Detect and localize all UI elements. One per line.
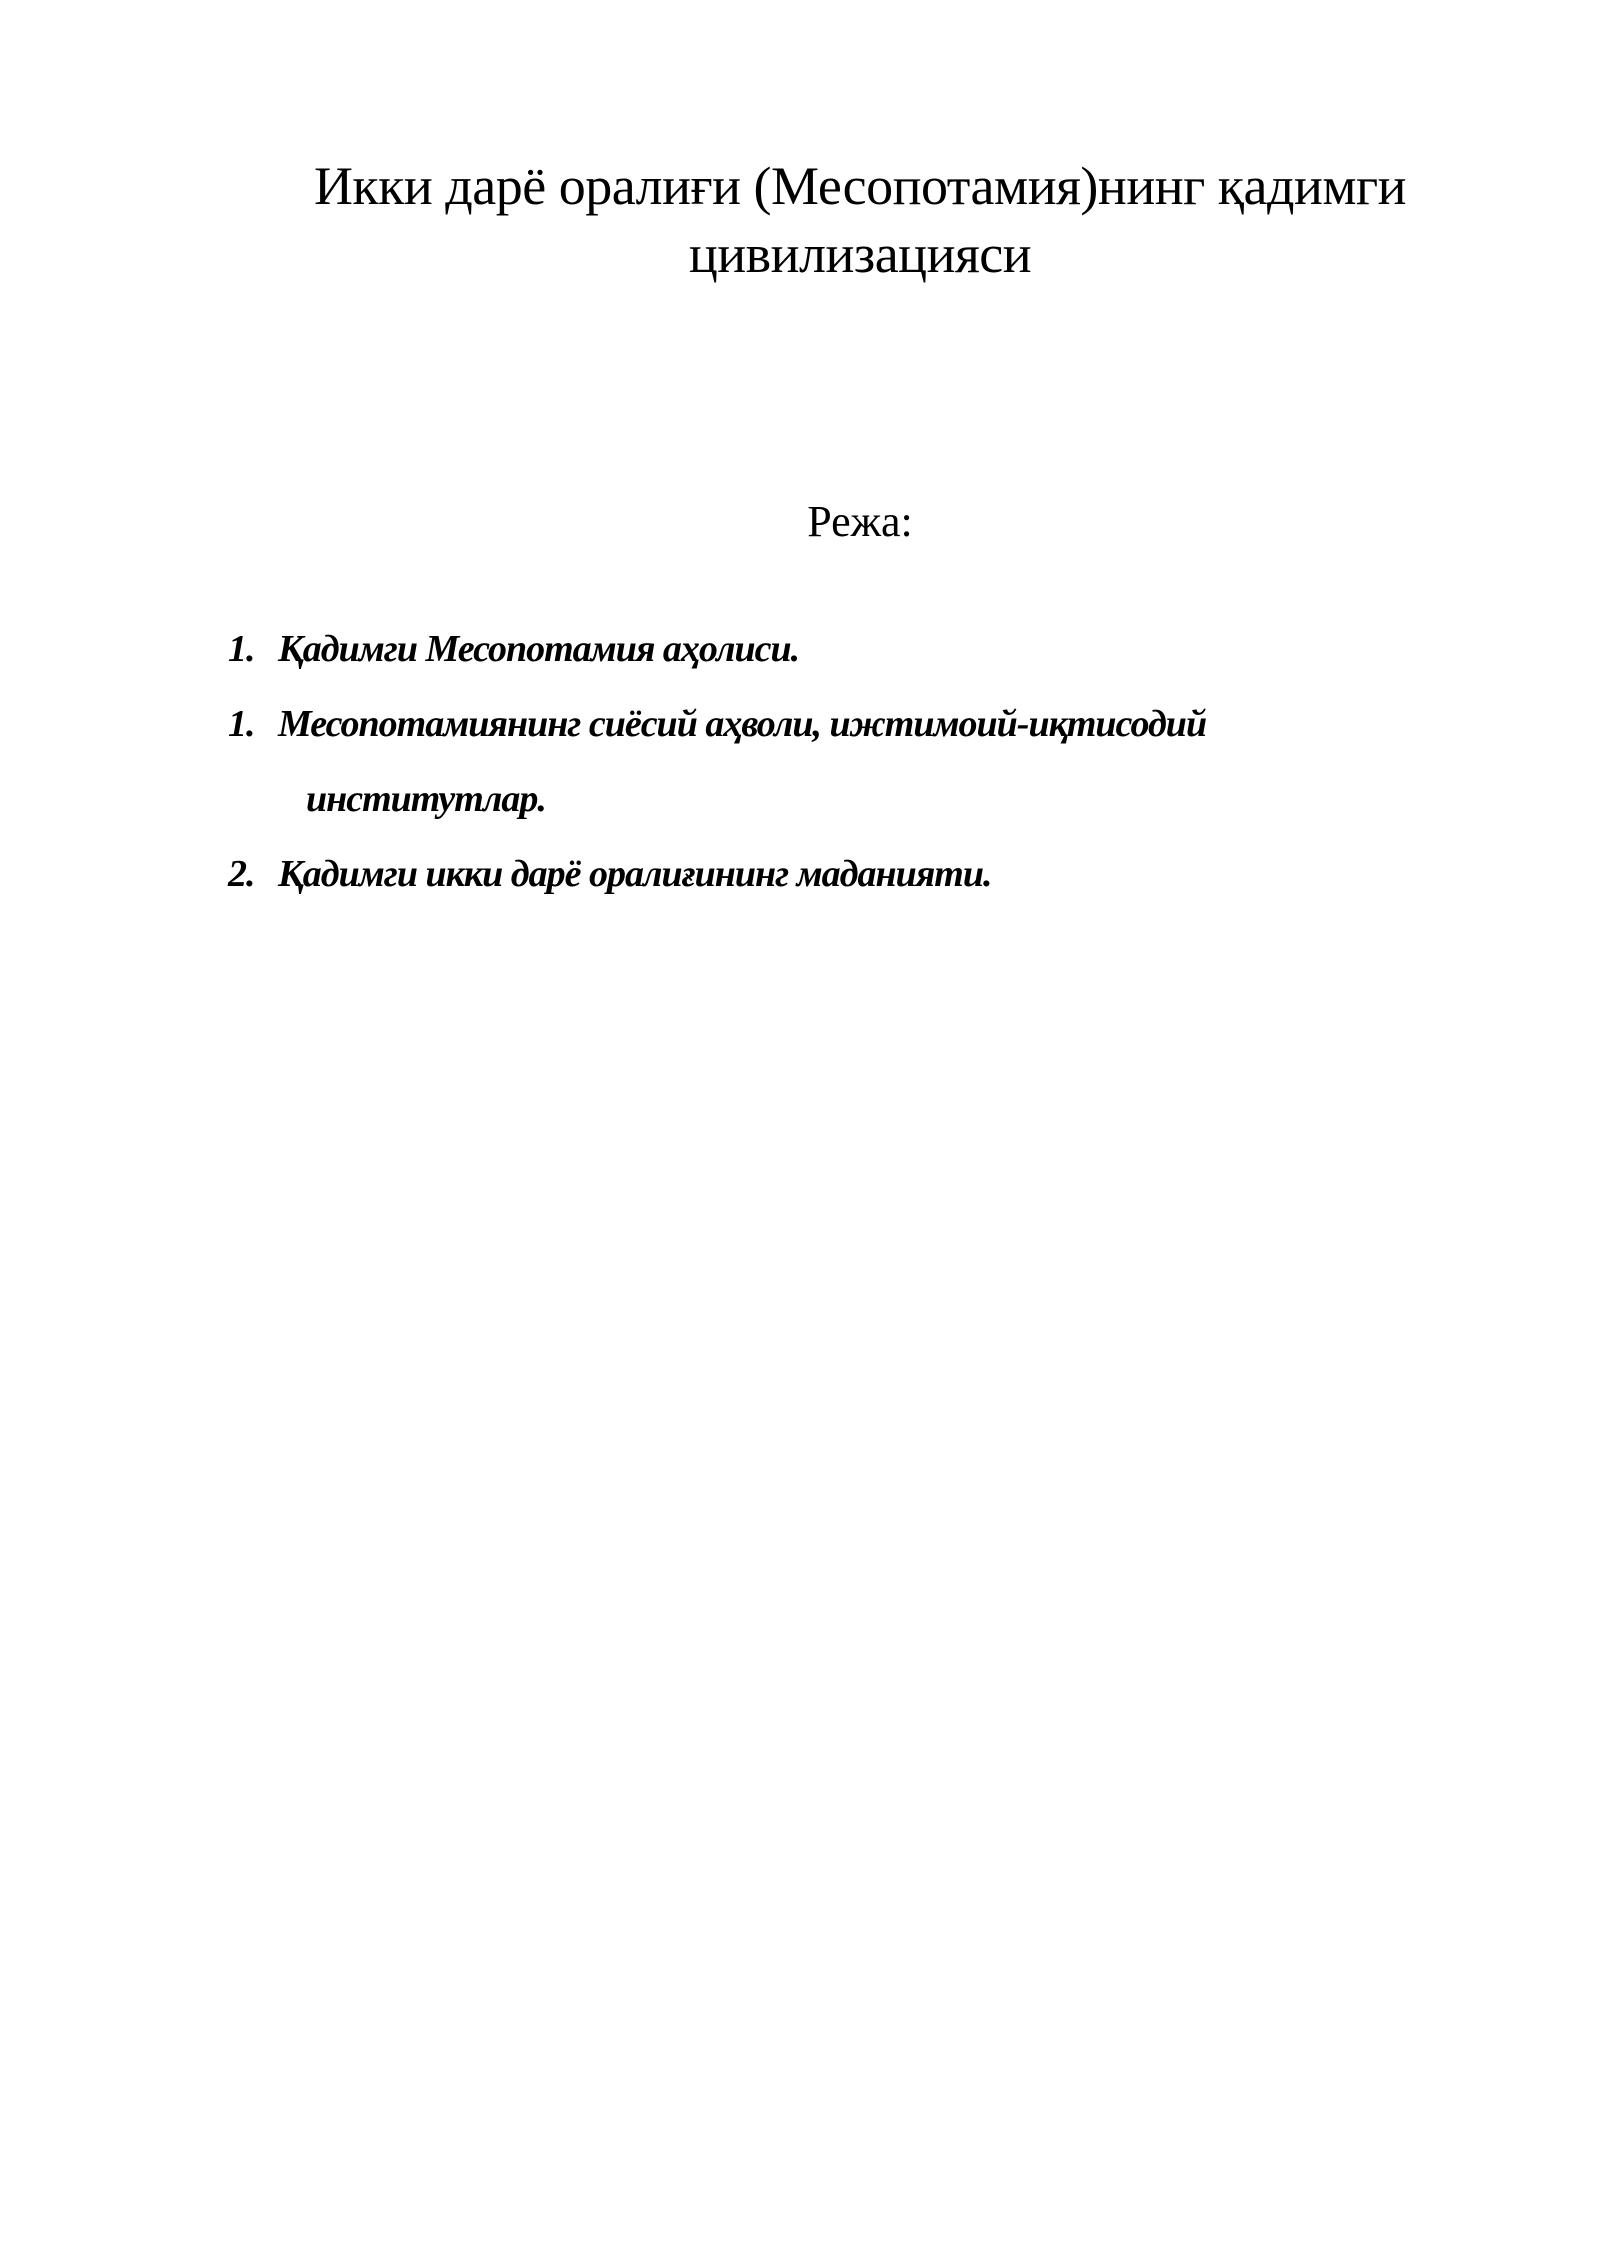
document-title: Икки дарё оралиғи (Месопотамия)нинг қадимги цивилизацияси bbox=[313, 156, 1407, 284]
plan-item-line: Қадимги икки дарё оралиғининг маданияти. bbox=[278, 853, 992, 895]
plan-item-text bbox=[278, 837, 1428, 912]
plan-item-number: 1. bbox=[228, 703, 255, 745]
plan-item-continuation: институтлар. bbox=[306, 778, 546, 820]
plan-item-number: 1. bbox=[228, 628, 255, 670]
plan-heading: Режа: bbox=[807, 497, 913, 546]
plan-list bbox=[228, 612, 1428, 912]
plan-item-text bbox=[278, 612, 1428, 687]
plan-item-line: Месопотамиянинг сиёсий аҳволи, ижтимоий-иқтисодий bbox=[278, 703, 1207, 745]
plan-item bbox=[228, 612, 1428, 687]
plan-item-number: 2. bbox=[228, 853, 255, 895]
plan-item bbox=[228, 837, 1428, 912]
plan-item bbox=[228, 687, 1428, 837]
plan-item-line: Қадимги Месопотамия аҳолиси. bbox=[278, 628, 800, 670]
plan-item-text bbox=[278, 687, 1428, 837]
